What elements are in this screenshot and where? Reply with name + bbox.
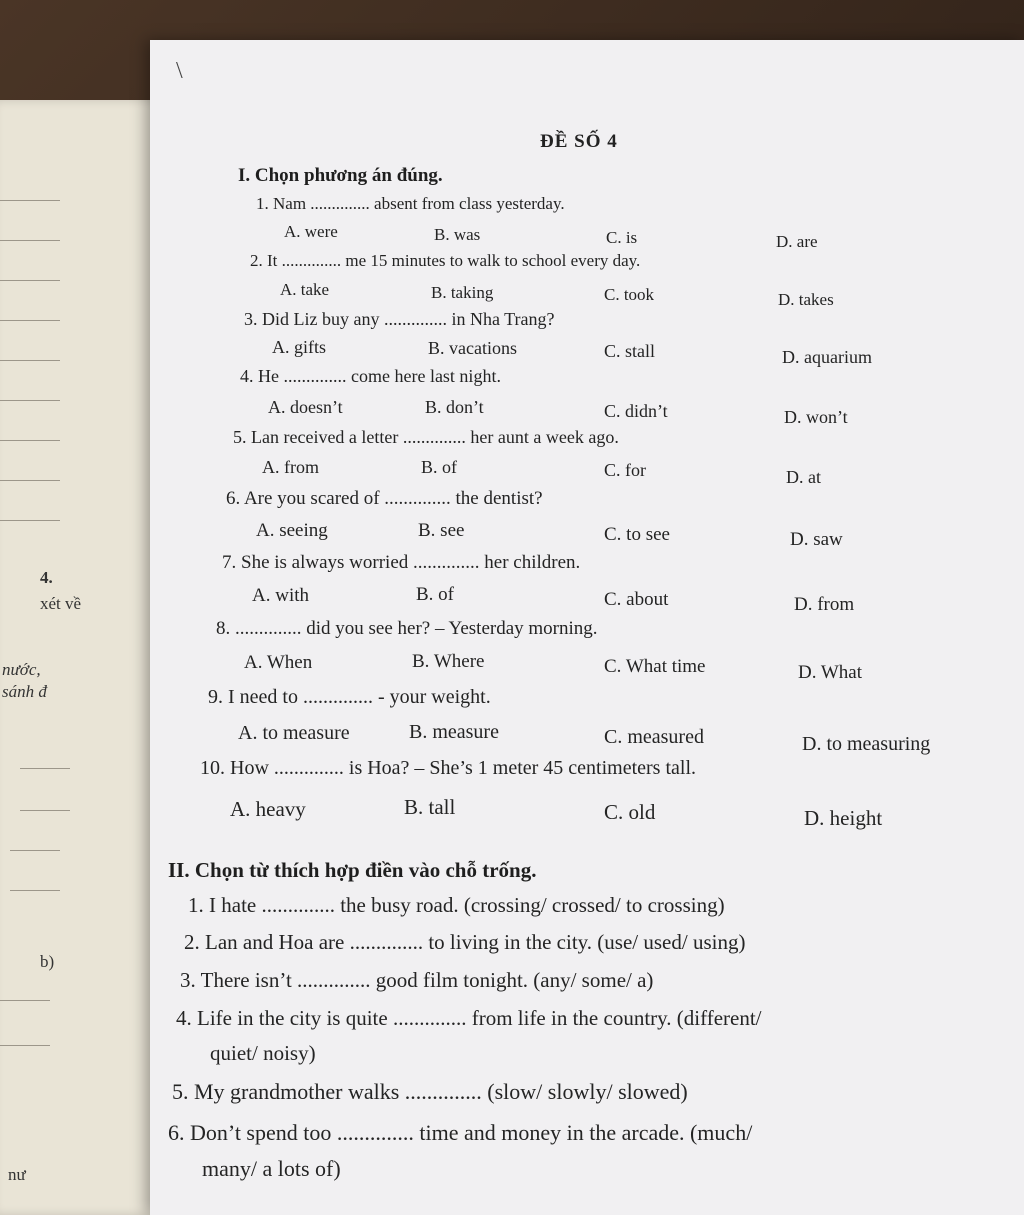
option-1d: D. are bbox=[776, 232, 818, 251]
option-9b: B. measure bbox=[409, 721, 499, 743]
divider bbox=[0, 440, 60, 441]
option-3b: B. vacations bbox=[428, 338, 517, 358]
option-4b: B. don’t bbox=[425, 397, 484, 417]
divider bbox=[0, 480, 60, 481]
option-8b: B. Where bbox=[412, 651, 485, 672]
option-7a: A. with bbox=[252, 585, 309, 606]
pen-mark: \ bbox=[176, 58, 183, 84]
option-6b: B. see bbox=[418, 520, 465, 541]
option-7c: C. about bbox=[604, 589, 669, 610]
option-6a: A. seeing bbox=[256, 520, 328, 541]
fill-item-6-continued: many/ a lots of) bbox=[202, 1156, 341, 1181]
section-2-heading: II. Chọn từ thích hợp điền vào chỗ trống. bbox=[168, 858, 537, 882]
divider bbox=[0, 280, 60, 281]
fill-item-5: 5. My grandmother walks .............. (slow/ slowly/ slowed) bbox=[172, 1079, 688, 1104]
fill-item-1: 1. I hate .............. the busy road. (crossing/ crossed/ to crossing) bbox=[188, 893, 725, 917]
divider bbox=[10, 890, 60, 891]
under-label: nư bbox=[8, 1165, 26, 1184]
question-9: 9. I need to .............. - your weight. bbox=[208, 686, 491, 708]
option-10d: D. height bbox=[804, 806, 883, 830]
option-5b: B. of bbox=[421, 457, 457, 477]
option-10c: C. old bbox=[604, 800, 656, 824]
option-5c: C. for bbox=[604, 460, 646, 480]
divider bbox=[0, 320, 60, 321]
section-1-heading: I. Chọn phương án đúng. bbox=[238, 165, 443, 186]
option-8d: D. What bbox=[798, 662, 863, 683]
option-2a: A. take bbox=[280, 280, 330, 299]
under-label: sánh đ bbox=[2, 682, 47, 701]
fill-item-2: 2. Lan and Hoa are .............. to living in the city. (use/ used/ using) bbox=[184, 930, 746, 954]
under-label: 4. bbox=[40, 568, 53, 587]
option-10a: A. heavy bbox=[230, 797, 306, 821]
divider bbox=[0, 1000, 50, 1001]
under-label: nước, bbox=[2, 660, 41, 679]
question-7: 7. She is always worried .............. her children. bbox=[222, 552, 581, 573]
question-4: 4. He .............. come here last night. bbox=[240, 366, 501, 386]
question-10: 10. How .............. is Hoa? – She’s 1 meter 45 centimeters tall. bbox=[200, 757, 697, 779]
fill-item-4-continued: quiet/ noisy) bbox=[210, 1041, 316, 1065]
option-1c: C. is bbox=[606, 228, 638, 247]
option-6c: C. to see bbox=[604, 524, 670, 545]
fill-item-6: 6. Don’t spend too .............. time and money in the arcade. (much/ bbox=[168, 1120, 753, 1145]
option-2b: B. taking bbox=[431, 283, 494, 302]
under-label: xét về bbox=[40, 594, 82, 613]
divider bbox=[0, 1045, 50, 1046]
divider bbox=[0, 200, 60, 201]
question-2: 2. It .............. me 15 minutes to walk to school every day. bbox=[250, 251, 641, 270]
divider bbox=[20, 768, 70, 769]
option-9a: A. to measure bbox=[238, 722, 350, 744]
option-4a: A. doesn’t bbox=[268, 397, 343, 417]
question-5: 5. Lan received a letter .............. her aunt a week ago. bbox=[233, 427, 619, 447]
fill-item-3: 3. There isn’t .............. good film tonight. (any/ some/ a) bbox=[180, 968, 654, 992]
option-1a: A. were bbox=[284, 222, 338, 241]
divider bbox=[0, 520, 60, 521]
option-1b: B. was bbox=[434, 225, 481, 244]
option-3a: A. gifts bbox=[272, 337, 326, 357]
divider bbox=[0, 360, 60, 361]
option-10b: B. tall bbox=[404, 795, 456, 819]
option-8c: C. What time bbox=[604, 656, 706, 677]
option-5a: A. from bbox=[262, 457, 319, 477]
question-8: 8. .............. did you see her? – Yesterday morning. bbox=[216, 618, 598, 639]
option-4c: C. didn’t bbox=[604, 401, 668, 421]
option-7d: D. from bbox=[794, 594, 855, 615]
divider bbox=[20, 810, 70, 811]
question-6: 6. Are you scared of .............. the dentist? bbox=[226, 488, 543, 509]
option-2c: C. took bbox=[604, 285, 655, 304]
divider bbox=[0, 400, 60, 401]
question-1: 1. Nam .............. absent from class yesterday. bbox=[256, 194, 565, 213]
divider bbox=[10, 850, 60, 851]
divider bbox=[0, 240, 60, 241]
option-6d: D. saw bbox=[790, 529, 843, 550]
page-title: ĐỀ SỐ 4 bbox=[540, 131, 618, 152]
option-3d: D. aquarium bbox=[782, 347, 872, 367]
option-9d: D. to measuring bbox=[802, 733, 931, 755]
option-4d: D. won’t bbox=[784, 407, 848, 427]
option-5d: D. at bbox=[786, 467, 821, 487]
option-2d: D. takes bbox=[778, 290, 834, 309]
question-3: 3. Did Liz buy any .............. in Nha Trang? bbox=[244, 309, 555, 329]
option-8a: A. When bbox=[244, 652, 313, 673]
option-3c: C. stall bbox=[604, 341, 656, 361]
under-label: b) bbox=[40, 952, 55, 971]
option-7b: B. of bbox=[416, 584, 454, 605]
fill-item-4: 4. Life in the city is quite .............. from life in the country. (different/ bbox=[176, 1006, 762, 1030]
option-9c: C. measured bbox=[604, 726, 704, 748]
